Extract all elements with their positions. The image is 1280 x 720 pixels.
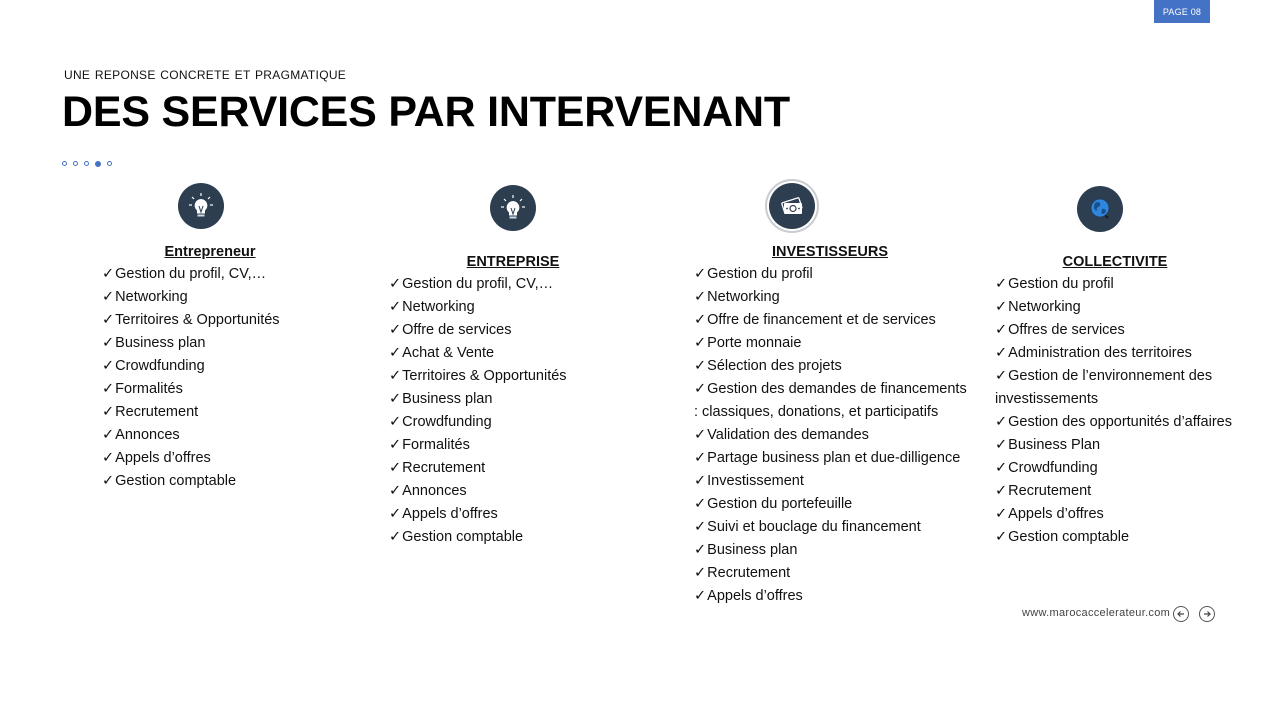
list-item: ✓ Recrutement [102,401,362,424]
column-title-collectivite: COLLECTIVITE [1062,254,1168,270]
list-item: ✓ Appels d’offres [102,447,362,470]
list-item: ✓ Recrutement [694,562,969,585]
lightbulb-icon [178,183,224,229]
list-item: ✓ Business plan [389,388,659,411]
list-item: ✓ Business Plan [995,434,1245,457]
list-item: ✓ Gestion comptable [995,526,1245,549]
list-item: ✓ Recrutement [389,457,659,480]
list-item: ✓ Business plan [694,539,969,562]
list-item: ✓ Gestion des demandes de financements : classiques, donations, et participatifs [694,378,969,424]
services-list-investisseurs [694,263,969,608]
list-item: ✓ Gestion du profil [995,273,1245,296]
section-subtitle: UNE REPONSE CONCRETE ET PRAGMATIQUE [64,68,347,82]
list-item: ✓ Gestion comptable [389,526,659,549]
pager-dots [62,161,112,167]
list-item: ✓ Appels d’offres [694,585,969,608]
page-title: DES SERVICES PAR INTERVENANT [62,88,790,136]
list-item: ✓ Networking [995,296,1245,319]
services-list-entreprise [389,273,659,549]
list-item: ✓ Crowdfunding [102,355,362,378]
list-item: ✓ Gestion du profil, CV,… [102,263,362,286]
list-item: ✓ Suivi et bouclage du financement [694,516,969,539]
list-item: ✓ Networking [102,286,362,309]
list-item: ✓ Recrutement [995,480,1245,503]
arrow-right-icon[interactable] [1199,606,1215,622]
list-item: ✓ Offre de services [389,319,659,342]
pager-dot [73,161,78,166]
list-item: ✓ Achat & Vente [389,342,659,365]
column-title-entreprise: ENTREPRISE [466,254,560,270]
list-item: ✓ Gestion de l’environnement des investissements [995,365,1245,411]
money-icon [769,183,815,229]
list-item: ✓ Territoires & Opportunités [389,365,659,388]
list-item: ✓ Territoires & Opportunités [102,309,362,332]
column-title-investisseurs: INVESTISSEURS [771,244,889,260]
list-item: ✓ Offres de services [995,319,1245,342]
list-item: ✓ Formalités [389,434,659,457]
list-item: ✓ Validation des demandes [694,424,969,447]
list-item: ✓ Appels d’offres [995,503,1245,526]
list-item: ✓ Gestion du profil [694,263,969,286]
list-item: ✓ Annonces [102,424,362,447]
list-item: ✓ Crowdfunding [995,457,1245,480]
list-item: ✓ Porte monnaie [694,332,969,355]
services-list-collectivite [995,273,1245,549]
page-number-badge: PAGE 08 [1154,0,1210,23]
list-item: ✓ Partage business plan et due-dilligence [694,447,969,470]
arrow-left-icon[interactable] [1173,606,1189,622]
list-item: ✓ Investissement [694,470,969,493]
list-item: ✓ Crowdfunding [389,411,659,434]
pager-dot [62,161,67,166]
list-item: ✓ Offre de financement et de services [694,309,969,332]
globe-icon [1077,186,1123,232]
column-title-entrepreneur: Entrepreneur [164,244,256,260]
list-item: ✓ Business plan [102,332,362,355]
list-item: ✓ Gestion des opportunités d’affaires [995,411,1245,434]
pager-dot [84,161,89,166]
services-list-entrepreneur [102,263,362,493]
list-item: ✓ Gestion du profil, CV,… [389,273,659,296]
list-item: ✓ Sélection des projets [694,355,969,378]
list-item: ✓ Administration des territoires [995,342,1245,365]
pager-dot [107,161,112,166]
list-item: ✓ Gestion du portefeuille [694,493,969,516]
list-item: ✓ Formalités [102,378,362,401]
pager-dot-active [95,161,101,167]
list-item: ✓ Annonces [389,480,659,503]
list-item: ✓ Gestion comptable [102,470,362,493]
lightbulb-icon [490,185,536,231]
list-item: ✓ Networking [694,286,969,309]
list-item: ✓ Networking [389,296,659,319]
footer-website-url: www.marocaccelerateur.com [1022,607,1171,619]
list-item: ✓ Appels d’offres [389,503,659,526]
